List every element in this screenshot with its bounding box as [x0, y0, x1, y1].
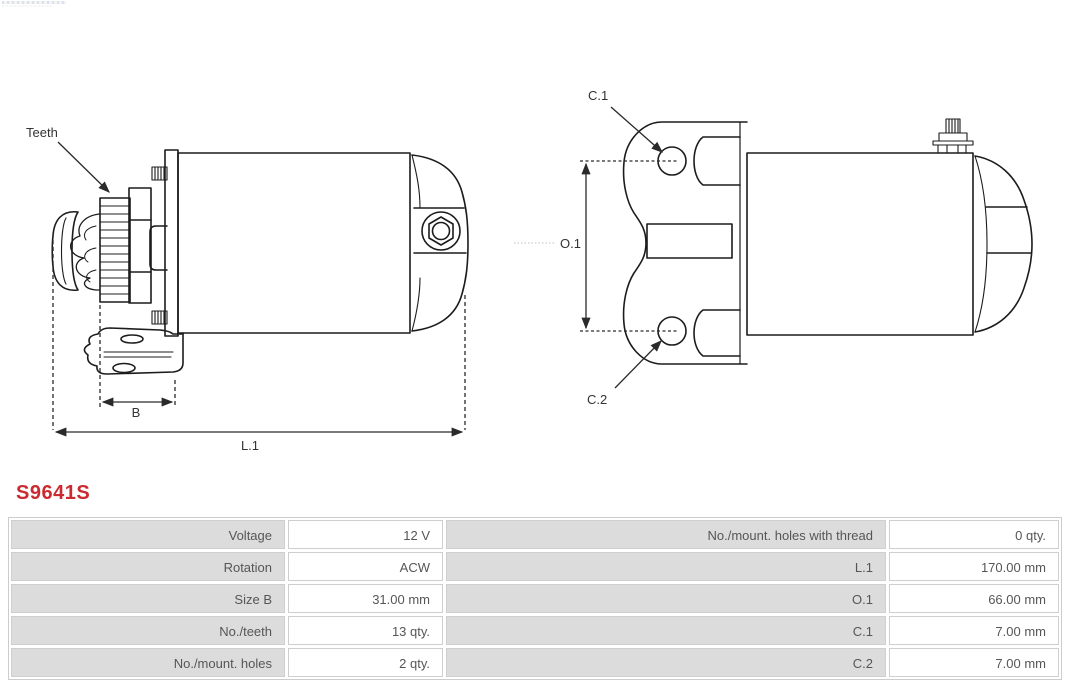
- spec-value: 31.00 mm: [288, 584, 443, 613]
- spec-value: 2 qty.: [288, 648, 443, 677]
- part-number: S9641S: [16, 482, 91, 504]
- dimension-l1-label: L.1: [240, 438, 260, 453]
- flange-view-drawing: [624, 119, 1032, 364]
- gear-collar: [129, 188, 151, 303]
- dimension-o1-label: O.1: [560, 236, 581, 251]
- spec-label: No./mount. holes with thread: [446, 520, 886, 549]
- terminal-stud: [933, 119, 973, 153]
- mount-hole-c2: [658, 317, 686, 345]
- spec-value: 12 V: [288, 520, 443, 549]
- spec-value: 13 qty.: [288, 616, 443, 645]
- motor-body-side: [178, 153, 410, 333]
- rear-cap-side: [412, 155, 468, 331]
- spec-label: C.2: [446, 648, 886, 677]
- spec-value: 170.00 mm: [889, 552, 1059, 581]
- c2-pointer-arrow: [615, 341, 661, 388]
- teeth-pointer-arrow: [58, 142, 109, 192]
- spec-label: No./mount. holes: [11, 648, 285, 677]
- spec-value: ACW: [288, 552, 443, 581]
- drive-end-cap: [52, 212, 78, 291]
- spec-table: [8, 517, 1062, 680]
- bracket-hole-1: [121, 335, 143, 343]
- spec-label: L.1: [446, 552, 886, 581]
- dimension-lines-right: [514, 107, 678, 388]
- dimension-c1-label: C.1: [588, 88, 609, 103]
- spec-value: 0 qty.: [889, 520, 1059, 549]
- teeth-label: Teeth: [26, 125, 58, 140]
- spec-label: C.1: [446, 616, 886, 645]
- spec-label: No./teeth: [11, 616, 285, 645]
- spec-label: Rotation: [11, 552, 285, 581]
- spec-label: Size B: [11, 584, 285, 613]
- spec-value: 7.00 mm: [889, 648, 1059, 677]
- dimension-lines-left: [53, 142, 465, 432]
- bracket-hole-2: [113, 364, 135, 373]
- spec-value: 66.00 mm: [889, 584, 1059, 613]
- flange-slot-top: [694, 137, 740, 185]
- c1-pointer-arrow: [611, 107, 662, 152]
- spec-value: 7.00 mm: [889, 616, 1059, 645]
- spec-label: O.1: [446, 584, 886, 613]
- flange-slot-middle: [647, 224, 732, 258]
- rear-cap-front: [975, 156, 1032, 332]
- pinion-gear: [100, 198, 130, 302]
- motor-body-front: [747, 153, 973, 335]
- mount-hole-c1: [658, 147, 686, 175]
- dimension-b-label: B: [131, 405, 141, 420]
- flange-slot-bottom: [694, 310, 740, 356]
- dimension-c2-label: C.2: [587, 392, 608, 407]
- side-view-drawing: [52, 150, 468, 374]
- drive-spring: [71, 214, 99, 290]
- mounting-bracket: [84, 328, 183, 374]
- spec-label: Voltage: [11, 520, 285, 549]
